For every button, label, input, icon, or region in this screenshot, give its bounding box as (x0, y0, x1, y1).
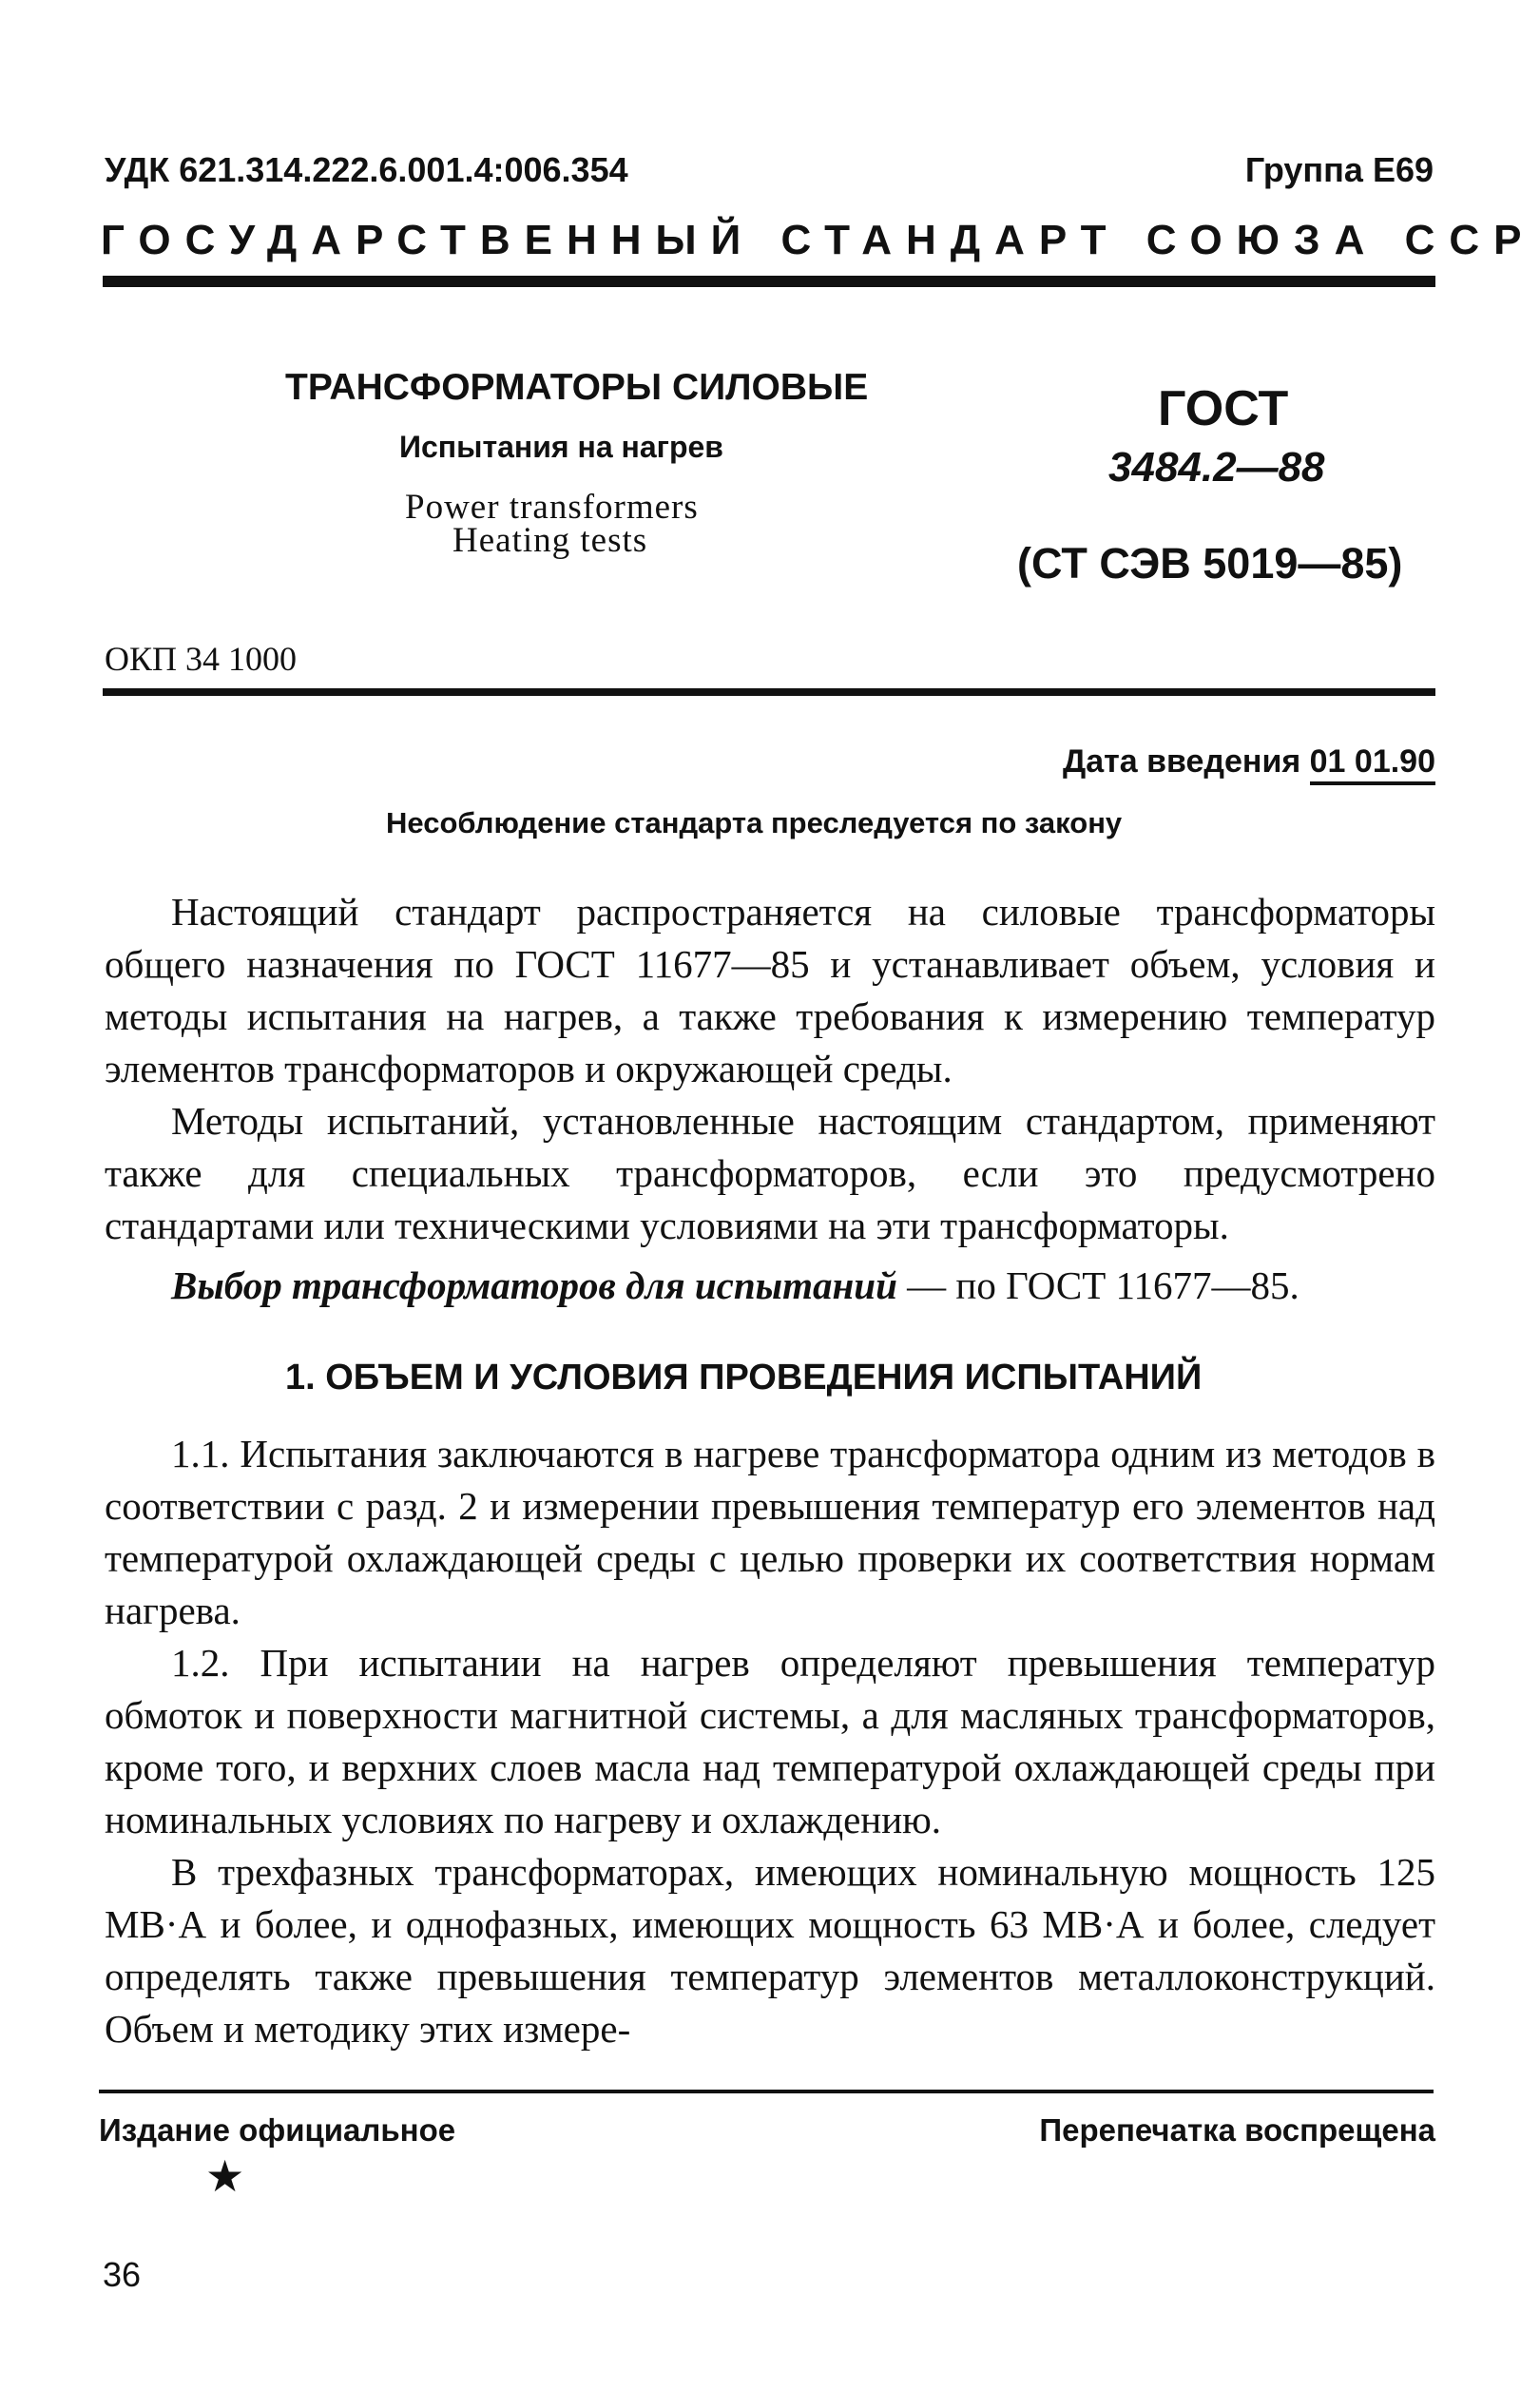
selection-label: Выбор трансформаторов для испытаний (171, 1263, 897, 1307)
intro-paragraph-2: Методы испытаний, установленные настоящим стандартом, применяют также для специальных трансформаторов, если это предусмотрено стандартами или техническими условиями на эти трансформаторы. (105, 1099, 1435, 1247)
introduction-date (1063, 743, 1435, 781)
english-subtitle: Heating tests (452, 521, 648, 560)
star-icon: ★ (205, 2152, 245, 2201)
group-code: Группа Е69 (1244, 150, 1434, 189)
intro-paragraph-1: Настоящий стандарт распространяется на силовые трансформаторы общего назначения по ГОСТ 11677—85 и устанавливает объем, условия и методы испытания на нагрев, а также требования к измерению температур элементов трансформаторов и окружающей среды. (105, 890, 1435, 1090)
selection-line (171, 1262, 1299, 1308)
gost-label: ГОСТ (1158, 381, 1289, 436)
reprint-prohibited-note: Перепечатка воспрещена (1039, 2112, 1435, 2148)
standard-title: ТРАНСФОРМАТОРЫ СИЛОВЫЕ (285, 367, 869, 408)
page-number: 36 (103, 2255, 142, 2294)
clause-1-2-continued: В трехфазных трансформаторах, имеющих номинальную мощность 125 МВ·А и более, и однофазных, имеющих мощность 63 МВ·А и более, следует определять также превышения температур элементов металлоконструкций. Объем и методику этих измере- (105, 1850, 1435, 2051)
footer-rule (99, 2090, 1434, 2093)
cmea-reference: (СТ СЭВ 5019—85) (1017, 539, 1403, 588)
intro-text (105, 886, 1435, 1252)
header-rule (103, 276, 1435, 287)
introduction-date-label: Дата введения (1063, 743, 1301, 780)
selection-reference: — по ГОСТ 11677—85. (896, 1263, 1299, 1307)
clause-1-1: 1.1. Испытания заключаются в нагреве трансформатора одним из методов в соответствии с разд. 2 и измерении превышения температур его элементов над температурой охлаждающей среды с целью проверки их соответствия нормам нагрева. (105, 1432, 1435, 1632)
udk-code: УДК 621.314.222.6.001.4:006.354 (105, 150, 628, 189)
official-edition-note: Издание официальное (99, 2112, 456, 2148)
okp-code: ОКП 34 1000 (105, 640, 298, 678)
section-1-text (105, 1428, 1435, 2055)
english-title: Power transformers (405, 488, 699, 527)
section-1-heading: 1. ОБЪЕМ И УСЛОВИЯ ПРОВЕДЕНИЯ ИСПЫТАНИЙ (285, 1358, 1203, 1397)
law-notice: Несоблюдение стандарта преследуется по закону (386, 806, 1123, 839)
introduction-date-value: 01 01.90 (1310, 743, 1435, 785)
gost-number: 3484.2—88 (1108, 444, 1325, 491)
standard-subtitle: Испытания на нагрев (399, 430, 723, 464)
okp-rule (103, 688, 1435, 696)
state-standard-banner: ГОСУДАРСТВЕННЫЙ СТАНДАРТ СОЮЗА ССР (101, 217, 1536, 263)
clause-1-2: 1.2. При испытании на нагрев определяют превышения температур обмоток и поверхности магнитной системы, а для масляных трансформаторов, кроме того, и верхних слоев масла над температурой охлаждающей среды при номинальных условиях по нагреву и охлаждению. (105, 1641, 1435, 1841)
